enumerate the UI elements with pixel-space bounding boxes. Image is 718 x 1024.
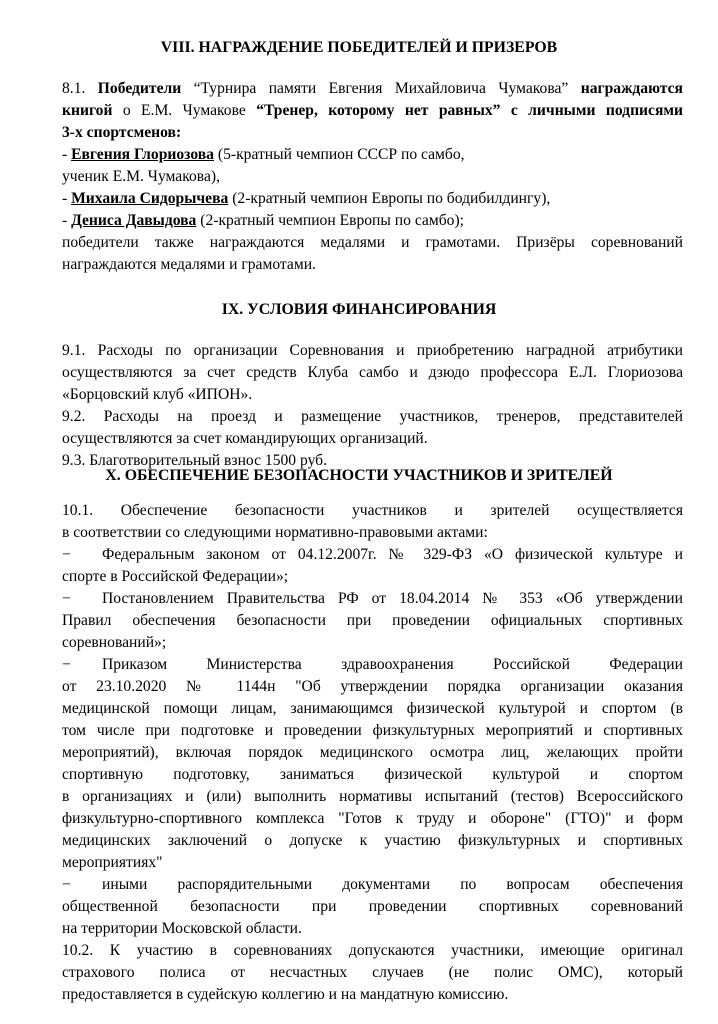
text-line: 10.1. Обеспечение безопасности участников и зрителей осуществляется	[62, 502, 683, 519]
text-line: осуществляются за счет средств Клуба самбо и дзюдо профессора Е.Л. Глориозова	[62, 364, 683, 381]
athlete-line	[62, 188, 683, 210]
text-line: «Борцовский клуб «ИПОН».	[62, 386, 253, 403]
text-span: о Е.М. Чумакове	[112, 102, 257, 119]
text-line: от 23.10.2020 № 1144н "Об утверждении порядка организации оказания	[62, 678, 683, 695]
text-line: том числе при подготовке и проведении физкультурных мероприятий и спортивных	[62, 722, 683, 739]
list-dash: -	[62, 212, 72, 229]
text-line: спорте в Российской Федерации»;	[62, 568, 289, 585]
section-9-heading: IX. УСЛОВИЯ ФИНАНСИРОВАНИЯ	[221, 301, 497, 318]
text-line: 9.2. Расходы на проезд и размещение участников, тренеров, представителей	[62, 408, 683, 425]
text-line: 9.3. Благотворительный взнос 1500 руб.	[62, 452, 328, 469]
text-line: награждаются медалями и грамотами.	[62, 256, 316, 273]
text-line: в соответствии со следующими нормативно-правовыми актами:	[62, 524, 488, 541]
text-line: в организациях и (или) выполнить нормативы испытаний (тестов) Всероссийского	[62, 788, 683, 805]
athlete-name: Евгения Глориозова	[71, 146, 214, 163]
list-dash: -	[62, 190, 72, 207]
text-line: спортивную подготовку, заниматься физической культурой и спортом	[62, 766, 683, 783]
athlete-desc: ученик Е.М. Чумакова),	[62, 168, 220, 185]
text-span: Федеральным законом от 04.12.2007г. № 329-ФЗ «О физической культуре и	[102, 546, 683, 563]
athlete-line	[62, 144, 683, 166]
athlete-line	[62, 166, 683, 188]
text-span: иными распорядительными документами по вопросам обеспечения	[102, 876, 683, 893]
section-10-heading: X. ОБЕСПЕЧЕНИЕ БЕЗОПАСНОСТИ УЧАСТНИКОВ И ЗРИТЕЛЕЙ	[105, 467, 613, 484]
text-line	[62, 100, 683, 122]
section-8-heading: VIII. НАГРАЖДЕНИЕ ПОБЕДИТЕЛЕЙ И ПРИЗЕРОВ	[160, 39, 558, 56]
text-span: Приказом Министерства здравоохранения Российской Федерации	[102, 656, 683, 673]
text-line: медицинской помощи лицам, занимающимся физической культурой и спортом (в	[62, 700, 683, 717]
text-line: 10.2. К участию в соревнованиях допускаются участники, имеющие оригинал	[62, 942, 683, 959]
clause-number: 8.1.	[62, 80, 98, 97]
text-line: мероприятий), включая порядок медицинского осмотра лиц, желающих пройти	[62, 744, 683, 761]
text-line: на территории Московской области.	[62, 920, 302, 937]
text-line: 3-х спортсменов:	[62, 124, 182, 141]
athlete-line	[62, 210, 683, 232]
list-dash: −	[62, 590, 71, 607]
text-line: победители также награждаются медалями и грамотами. Призёры соревнований	[62, 234, 683, 251]
athlete-desc: (2-кратный чемпион Европы по бодибилдингу),	[228, 190, 551, 207]
bold-text: “Тренер, которому нет равных” с личными подписями	[256, 102, 684, 119]
list-item	[62, 654, 683, 676]
text-span: Постановлением Правительства РФ от 18.04.2014 № 353 «Об утверждении	[102, 590, 683, 607]
list-dash: −	[62, 656, 71, 673]
list-item	[62, 874, 683, 896]
list-dash: -	[62, 146, 72, 163]
athlete-name: Дениса Давыдова	[71, 212, 197, 229]
text-line: страхового полиса от несчастных случаев (не полис ОМС), который	[62, 964, 683, 981]
bold-text: книгой	[62, 102, 113, 119]
athlete-name: Михаила Сидорычева	[71, 190, 229, 207]
text-line: осуществляются за счет командирующих организаций.	[62, 430, 428, 447]
text-line: общественной безопасности при проведении спортивных соревнований	[62, 898, 683, 915]
text-line: 9.1. Расходы по организации Соревнования и приобретению наградной атрибутики	[62, 342, 683, 359]
athlete-desc: (2-кратный чемпион Европы по самбо);	[196, 212, 464, 229]
bold-text: Победители	[97, 80, 182, 97]
text-line: предоставляется в судейскую коллегию и на мандатную комиссию.	[62, 986, 509, 1003]
list-dash: −	[62, 876, 71, 893]
athlete-desc: (5-кратный чемпион СССР по самбо,	[213, 146, 465, 163]
bold-text: награждаются	[580, 80, 683, 97]
list-item	[62, 544, 683, 566]
text-line: медицинских заключений о допуске к участию физкультурных и спортивных	[62, 832, 683, 849]
text-line: Правил обеспечения безопасности при проведении официальных спортивных	[62, 612, 683, 629]
list-item	[62, 588, 683, 610]
text-line: мероприятиях"	[62, 854, 163, 871]
text-line: соревнований»;	[62, 634, 167, 651]
text-line	[62, 78, 683, 100]
text-span: “Турнира памяти Евгения Михайловича Чумакова”	[181, 80, 581, 97]
list-dash: −	[62, 546, 71, 563]
text-line: физкультурно-спортивного комплекса "Готов к труду и обороне" (ГТО)" и форм	[62, 810, 683, 827]
